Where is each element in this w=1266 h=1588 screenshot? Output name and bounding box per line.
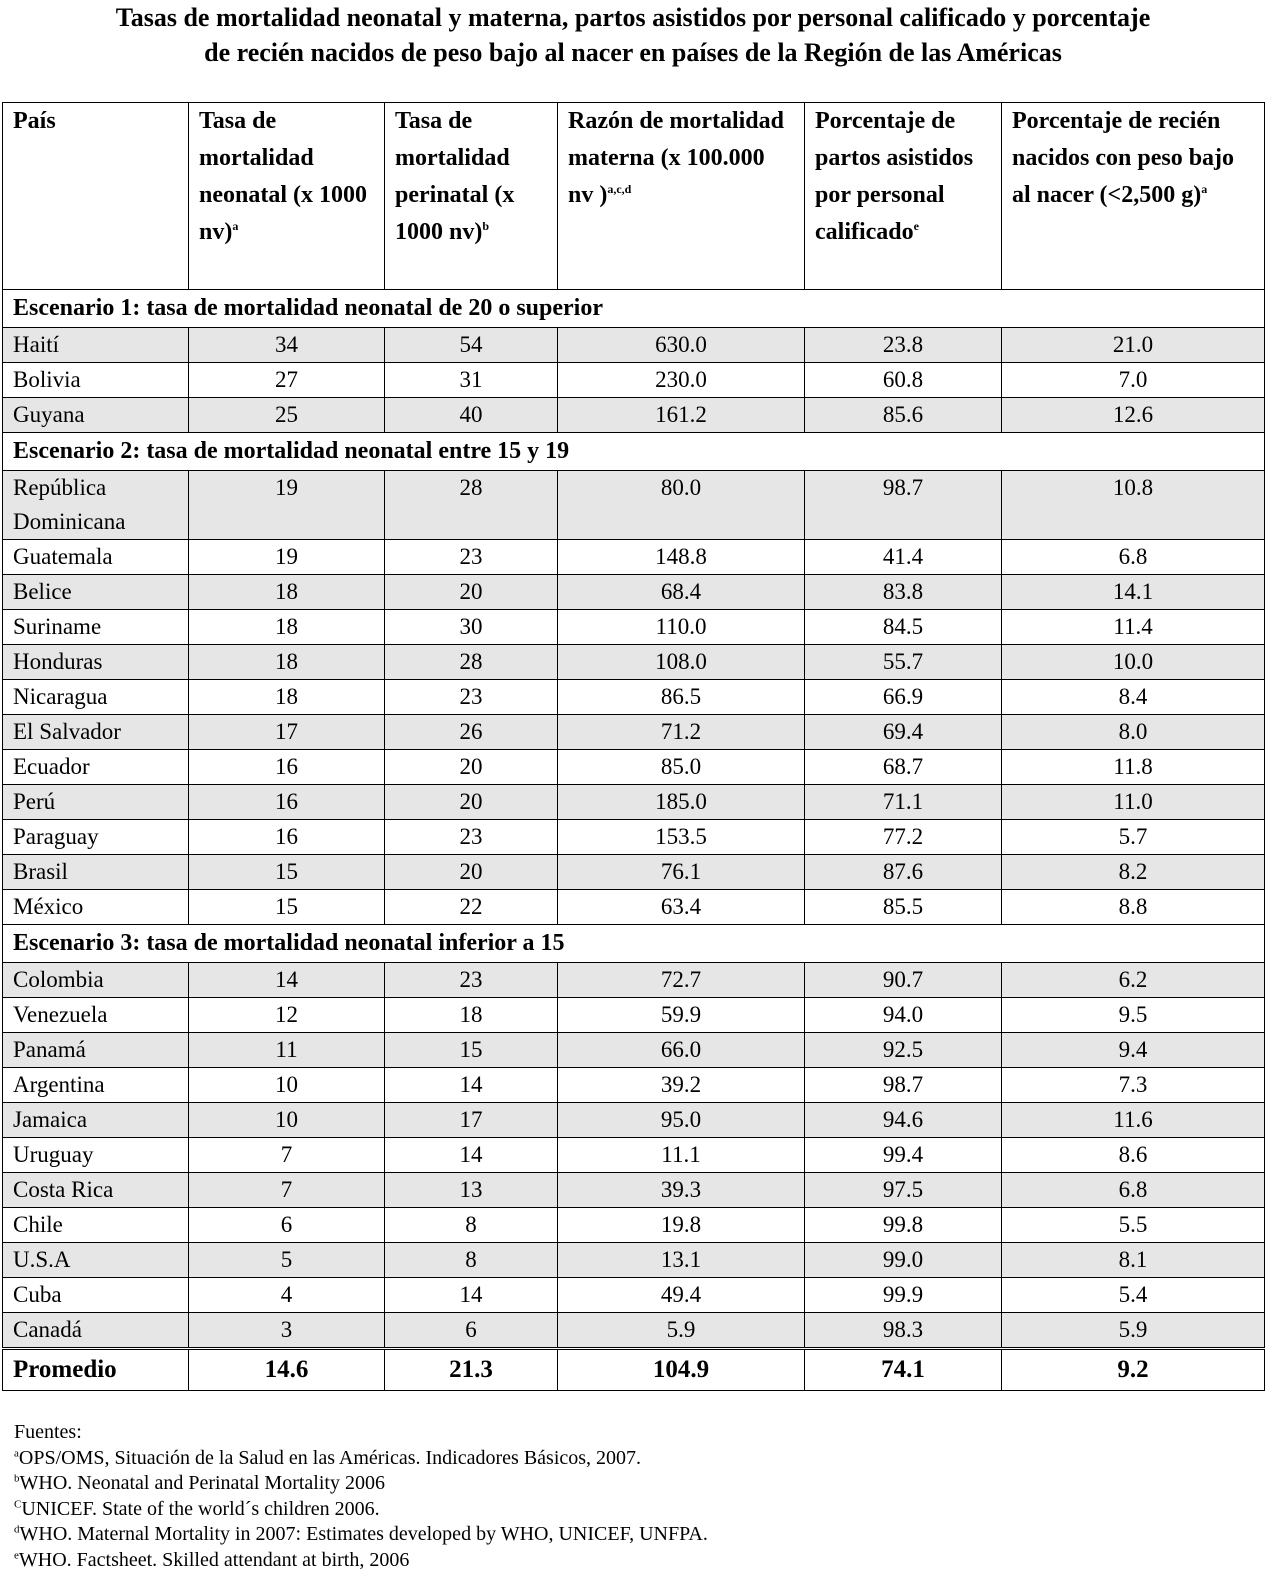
cell-perinatal: 20	[385, 785, 558, 820]
cell-perinatal: 14	[385, 1068, 558, 1103]
source-mark: e	[14, 1548, 19, 1561]
source-mark: C	[14, 1497, 22, 1510]
scenario-label: Escenario 3: tasa de mortalidad neonatal inferior a 15	[3, 925, 1265, 963]
cell-neonatal: 19	[189, 471, 385, 540]
cell-partos: 94.0	[805, 998, 1002, 1033]
source-mark: d	[14, 1523, 20, 1536]
cell-neonatal: 18	[189, 680, 385, 715]
cell-peso: 10.0	[1002, 645, 1265, 680]
cell-country: Cuba	[3, 1278, 189, 1313]
cell-neonatal: 10	[189, 1103, 385, 1138]
cell-perinatal: 40	[385, 398, 558, 433]
table-row	[3, 1278, 1265, 1313]
cell-peso: 11.4	[1002, 610, 1265, 645]
header-maternal: Razón de mortalidad materna (x 100.000 nv )$^{a,c,d}$	[558, 103, 805, 290]
scenario-label: Escenario 1: tasa de mortalidad neonatal de 20 o superior	[3, 290, 1265, 328]
title-line-2: de recién nacidos de peso bajo al nacer en países de la Región de las Américas	[204, 38, 1062, 67]
cell-peso: 5.9	[1002, 1313, 1265, 1349]
cell-perinatal: 30	[385, 610, 558, 645]
cell-neonatal: 11	[189, 1033, 385, 1068]
cell-materna: 39.3	[558, 1173, 805, 1208]
average-partos: 74.1	[805, 1349, 1002, 1391]
cell-country: Perú	[3, 785, 189, 820]
cell-materna: 72.7	[558, 963, 805, 998]
cell-country: Uruguay	[3, 1138, 189, 1173]
cell-materna: 63.4	[558, 890, 805, 925]
cell-neonatal: 16	[189, 820, 385, 855]
cell-perinatal: 23	[385, 680, 558, 715]
cell-perinatal: 20	[385, 750, 558, 785]
table-row	[3, 963, 1265, 998]
cell-perinatal: 28	[385, 471, 558, 540]
cell-peso: 9.5	[1002, 998, 1265, 1033]
cell-partos: 99.8	[805, 1208, 1002, 1243]
scenario-row	[3, 290, 1265, 328]
cell-country: Jamaica	[3, 1103, 189, 1138]
cell-perinatal: 6	[385, 1313, 558, 1349]
table-row	[3, 610, 1265, 645]
cell-perinatal: 22	[385, 890, 558, 925]
cell-peso: 6.2	[1002, 963, 1265, 998]
cell-country: Canadá	[3, 1313, 189, 1349]
cell-materna: 161.2	[558, 398, 805, 433]
cell-neonatal: 10	[189, 1068, 385, 1103]
cell-partos: 90.7	[805, 963, 1002, 998]
cell-country: Guyana	[3, 398, 189, 433]
document-title	[0, 0, 1266, 70]
table-body	[3, 290, 1265, 1391]
cell-materna: 630.0	[558, 328, 805, 363]
cell-neonatal: 14	[189, 963, 385, 998]
cell-country: Argentina	[3, 1068, 189, 1103]
cell-peso: 5.4	[1002, 1278, 1265, 1313]
cell-peso: 8.8	[1002, 890, 1265, 925]
cell-materna: 185.0	[558, 785, 805, 820]
scenario-row	[3, 925, 1265, 963]
cell-perinatal: 8	[385, 1208, 558, 1243]
cell-neonatal: 16	[189, 785, 385, 820]
cell-partos: 84.5	[805, 610, 1002, 645]
cell-neonatal: 18	[189, 610, 385, 645]
cell-peso: 8.1	[1002, 1243, 1265, 1278]
cell-neonatal: 3	[189, 1313, 385, 1349]
cell-neonatal: 7	[189, 1138, 385, 1173]
cell-peso: 7.3	[1002, 1068, 1265, 1103]
cell-partos: 97.5	[805, 1173, 1002, 1208]
cell-neonatal: 25	[189, 398, 385, 433]
source-text: WHO. Neonatal and Perinatal Mortality 2006	[19, 1472, 385, 1494]
source-item	[14, 1522, 1254, 1548]
scenario-label: Escenario 2: tasa de mortalidad neonatal entre 15 y 19	[3, 433, 1265, 471]
table-row	[3, 750, 1265, 785]
cell-partos: 92.5	[805, 1033, 1002, 1068]
cell-country: Chile	[3, 1208, 189, 1243]
table-row	[3, 398, 1265, 433]
cell-country: U.S.A	[3, 1243, 189, 1278]
table-row	[3, 680, 1265, 715]
header-country: País	[3, 103, 189, 290]
cell-country: Haití	[3, 328, 189, 363]
cell-country: Brasil	[3, 855, 189, 890]
cell-perinatal: 26	[385, 715, 558, 750]
header-low-birth-weight: Porcentaje de recién nacidos con peso bajo al nacer (<2,500 g)$^a$	[1002, 103, 1265, 290]
cell-country: Ecuador	[3, 750, 189, 785]
cell-country: Panamá	[3, 1033, 189, 1068]
cell-peso: 12.6	[1002, 398, 1265, 433]
cell-country: Colombia	[3, 963, 189, 998]
cell-partos: 77.2	[805, 820, 1002, 855]
table-row	[3, 471, 1265, 540]
source-item	[14, 1548, 1254, 1574]
table-row	[3, 1103, 1265, 1138]
table-row	[3, 820, 1265, 855]
table-row	[3, 998, 1265, 1033]
cell-peso: 6.8	[1002, 540, 1265, 575]
cell-neonatal: 19	[189, 540, 385, 575]
table-row	[3, 1138, 1265, 1173]
cell-perinatal: 14	[385, 1278, 558, 1313]
cell-country: Paraguay	[3, 820, 189, 855]
scenario-row	[3, 433, 1265, 471]
cell-materna: 5.9	[558, 1313, 805, 1349]
cell-perinatal: 31	[385, 363, 558, 398]
cell-perinatal: 23	[385, 963, 558, 998]
cell-country: Suriname	[3, 610, 189, 645]
cell-materna: 49.4	[558, 1278, 805, 1313]
cell-neonatal: 17	[189, 715, 385, 750]
table-row	[3, 540, 1265, 575]
source-text: OPS/OMS, Situación de la Salud en las Américas. Indicadores Básicos, 2007.	[18, 1446, 642, 1469]
cell-materna: 80.0	[558, 471, 805, 540]
average-row	[3, 1349, 1265, 1391]
cell-materna: 108.0	[558, 645, 805, 680]
cell-peso: 7.0	[1002, 363, 1265, 398]
cell-perinatal: 23	[385, 820, 558, 855]
cell-materna: 11.1	[558, 1138, 805, 1173]
cell-country: Belice	[3, 575, 189, 610]
average-perinatal: 21.3	[385, 1349, 558, 1391]
cell-neonatal: 27	[189, 363, 385, 398]
cell-perinatal: 23	[385, 540, 558, 575]
cell-peso: 9.4	[1002, 1033, 1265, 1068]
table-row	[3, 1313, 1265, 1349]
cell-perinatal: 15	[385, 1033, 558, 1068]
cell-country: Honduras	[3, 645, 189, 680]
cell-peso: 8.4	[1002, 680, 1265, 715]
average-peso: 9.2	[1002, 1349, 1265, 1391]
cell-materna: 230.0	[558, 363, 805, 398]
cell-materna: 76.1	[558, 855, 805, 890]
cell-country: República Dominicana	[3, 471, 189, 540]
table-row	[3, 1068, 1265, 1103]
cell-materna: 19.8	[558, 1208, 805, 1243]
source-text: WHO. Maternal Mortality in 2007: Estimates developed by WHO, UNICEF, UNFPA.	[19, 1523, 708, 1545]
sources-list	[14, 1446, 1254, 1574]
cell-perinatal: 8	[385, 1243, 558, 1278]
cell-neonatal: 15	[189, 890, 385, 925]
cell-partos: 41.4	[805, 540, 1002, 575]
cell-perinatal: 28	[385, 645, 558, 680]
cell-peso: 5.5	[1002, 1208, 1265, 1243]
source-item	[14, 1471, 1254, 1497]
cell-peso: 21.0	[1002, 328, 1265, 363]
average-country: Promedio	[3, 1349, 189, 1391]
cell-materna: 86.5	[558, 680, 805, 715]
table-row	[3, 1208, 1265, 1243]
cell-perinatal: 13	[385, 1173, 558, 1208]
cell-neonatal: 18	[189, 575, 385, 610]
cell-materna: 148.8	[558, 540, 805, 575]
table-row	[3, 1243, 1265, 1278]
header-skilled-birth: Porcentaje de partos asistidos por personal calificado$^e$	[805, 103, 1002, 290]
title-line-1: Tasas de mortalidad neonatal y materna, partos asistidos por personal calificado y porcentaje	[115, 3, 1151, 32]
cell-peso: 14.1	[1002, 575, 1265, 610]
cell-materna: 13.1	[558, 1243, 805, 1278]
cell-country: Costa Rica	[3, 1173, 189, 1208]
cell-country: Venezuela	[3, 998, 189, 1033]
cell-perinatal: 20	[385, 575, 558, 610]
cell-partos: 99.9	[805, 1278, 1002, 1313]
source-item	[14, 1497, 1254, 1523]
cell-neonatal: 34	[189, 328, 385, 363]
table-row	[3, 715, 1265, 750]
cell-partos: 23.8	[805, 328, 1002, 363]
table-row	[3, 645, 1265, 680]
mortality-table	[2, 102, 1265, 1391]
table-row	[3, 855, 1265, 890]
source-mark: b	[14, 1472, 20, 1485]
cell-partos: 66.9	[805, 680, 1002, 715]
cell-country: Guatemala	[3, 540, 189, 575]
cell-perinatal: 14	[385, 1138, 558, 1173]
cell-materna: 68.4	[558, 575, 805, 610]
cell-partos: 85.5	[805, 890, 1002, 925]
average-neonatal: 14.6	[189, 1349, 385, 1391]
cell-partos: 98.3	[805, 1313, 1002, 1349]
cell-peso: 11.6	[1002, 1103, 1265, 1138]
cell-materna: 95.0	[558, 1103, 805, 1138]
source-mark: a	[14, 1446, 19, 1459]
table-row	[3, 785, 1265, 820]
cell-perinatal: 54	[385, 328, 558, 363]
cell-partos: 87.6	[805, 855, 1002, 890]
cell-partos: 83.8	[805, 575, 1002, 610]
cell-perinatal: 17	[385, 1103, 558, 1138]
cell-neonatal: 16	[189, 750, 385, 785]
cell-partos: 99.0	[805, 1243, 1002, 1278]
cell-neonatal: 6	[189, 1208, 385, 1243]
cell-partos: 85.6	[805, 398, 1002, 433]
cell-peso: 10.8	[1002, 471, 1265, 540]
header-neonatal: Tasa de mortalidad neonatal (x 1000 nv)$^a$	[189, 103, 385, 290]
cell-partos: 94.6	[805, 1103, 1002, 1138]
cell-neonatal: 5	[189, 1243, 385, 1278]
table-row	[3, 328, 1265, 363]
cell-peso: 11.8	[1002, 750, 1265, 785]
table-row	[3, 363, 1265, 398]
cell-country: El Salvador	[3, 715, 189, 750]
cell-neonatal: 4	[189, 1278, 385, 1313]
cell-materna: 153.5	[558, 820, 805, 855]
cell-materna: 66.0	[558, 1033, 805, 1068]
cell-partos: 60.8	[805, 363, 1002, 398]
cell-peso: 8.0	[1002, 715, 1265, 750]
cell-peso: 6.8	[1002, 1173, 1265, 1208]
cell-materna: 71.2	[558, 715, 805, 750]
header-row	[3, 103, 1265, 290]
cell-materna: 110.0	[558, 610, 805, 645]
cell-country: México	[3, 890, 189, 925]
cell-partos: 99.4	[805, 1138, 1002, 1173]
cell-partos: 68.7	[805, 750, 1002, 785]
cell-materna: 39.2	[558, 1068, 805, 1103]
cell-partos: 69.4	[805, 715, 1002, 750]
table-row	[3, 890, 1265, 925]
cell-neonatal: 18	[189, 645, 385, 680]
source-item	[14, 1446, 1254, 1472]
cell-peso: 11.0	[1002, 785, 1265, 820]
cell-partos: 98.7	[805, 1068, 1002, 1103]
cell-partos: 55.7	[805, 645, 1002, 680]
cell-partos: 98.7	[805, 471, 1002, 540]
table-row	[3, 1033, 1265, 1068]
source-text: UNICEF. State of the world´s children 2006.	[21, 1497, 380, 1520]
cell-country: Bolivia	[3, 363, 189, 398]
header-perinatal: Tasa de mortalidad perinatal (x 1000 nv)$^b$	[385, 103, 558, 290]
average-materna: 104.9	[558, 1349, 805, 1391]
cell-peso: 8.6	[1002, 1138, 1265, 1173]
table-row	[3, 575, 1265, 610]
cell-partos: 71.1	[805, 785, 1002, 820]
sources-heading: Fuentes:	[14, 1421, 82, 1443]
cell-perinatal: 20	[385, 855, 558, 890]
cell-peso: 8.2	[1002, 855, 1265, 890]
cell-materna: 59.9	[558, 998, 805, 1033]
cell-neonatal: 12	[189, 998, 385, 1033]
table-row	[3, 1173, 1265, 1208]
sources-section	[14, 1420, 1254, 1573]
cell-country: Nicaragua	[3, 680, 189, 715]
cell-materna: 85.0	[558, 750, 805, 785]
cell-neonatal: 7	[189, 1173, 385, 1208]
cell-perinatal: 18	[385, 998, 558, 1033]
source-text: WHO. Factsheet. Skilled attendant at birth, 2006	[18, 1548, 410, 1571]
cell-peso: 5.7	[1002, 820, 1265, 855]
cell-neonatal: 15	[189, 855, 385, 890]
